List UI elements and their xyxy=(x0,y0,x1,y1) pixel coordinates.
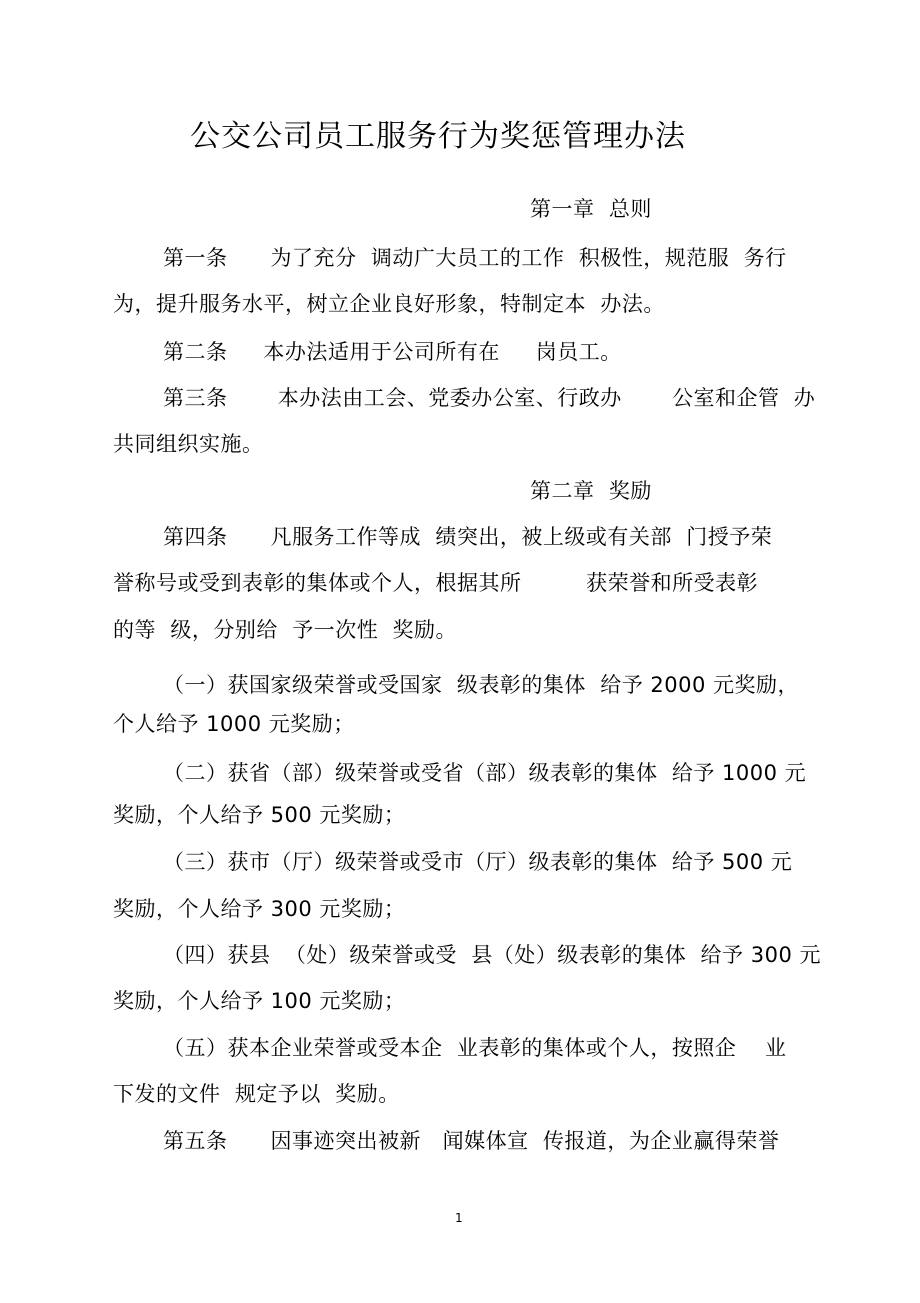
item-4-line-1: （四）获县 （处）级荣誉或受 县（处）级表彰的集体 给予 300 元 xyxy=(163,943,821,967)
page-number: 1 xyxy=(455,1211,463,1225)
article-4-line-3: 的等 级，分别给 予一次性 奖励。 xyxy=(113,618,458,642)
item-3-line-1: （三）获市（厅）级荣誉或受市（厅）级表彰的集体 给予 500 元 xyxy=(163,850,793,874)
item-4-line-2: 奖励，个人给予 100 元奖励； xyxy=(113,989,406,1013)
article-4-line-1: 第四条 凡服务工作等成 绩突出，被上级或有关部 门授予荣 xyxy=(163,525,773,549)
chapter-heading-general: 第一章 总则 xyxy=(530,197,652,221)
chapter-heading-rewards: 第二章 奖励 xyxy=(530,479,652,503)
article-5-line-1: 第五条 因事迹突出被新 闻媒体宣 传报道，为企业赢得荣誉 xyxy=(163,1129,780,1153)
article-3-line-2: 共同组织实施。 xyxy=(113,432,264,456)
article-4-line-2: 誉称号或受到表彰的集体或个人，根据其所 获荣誉和所受表彰 xyxy=(113,571,759,595)
item-1-line-2: 个人给予 1000 元奖励； xyxy=(113,712,355,736)
article-1-line-2: 为，提升服务水平，树立企业良好形象，特制定本 办法。 xyxy=(113,292,665,316)
item-2-line-1: （二）获省（部）级荣誉或受省（部）级表彰的集体 给予 1000 元 xyxy=(163,761,807,785)
item-5-line-2: 下发的文件 规定予以 奖励。 xyxy=(113,1082,400,1106)
article-1-line-1: 第一条 为了充分 调动广大员工的工作 积极性，规范服 务行 xyxy=(163,246,787,270)
item-1-line-1: （一）获国家级荣誉或受国家 级表彰的集体 给予 2000 元奖励， xyxy=(163,673,799,697)
article-3-line-1: 第三条 本办法由工会、党委办公室、行政办 公室和企管 办 xyxy=(163,386,816,410)
article-2: 第二条 本办法适用于公司所有在 岗员工。 xyxy=(163,340,622,364)
item-3-line-2: 奖励，个人给予 300 元奖励； xyxy=(113,897,406,921)
document-title: 公交公司员工服务行为奖惩管理办法 xyxy=(190,119,686,154)
item-5-line-1: （五）获本企业荣誉或受本企 业表彰的集体或个人，按照企 业 xyxy=(163,1036,787,1060)
item-2-line-2: 奖励，个人给予 500 元奖励； xyxy=(113,803,406,827)
